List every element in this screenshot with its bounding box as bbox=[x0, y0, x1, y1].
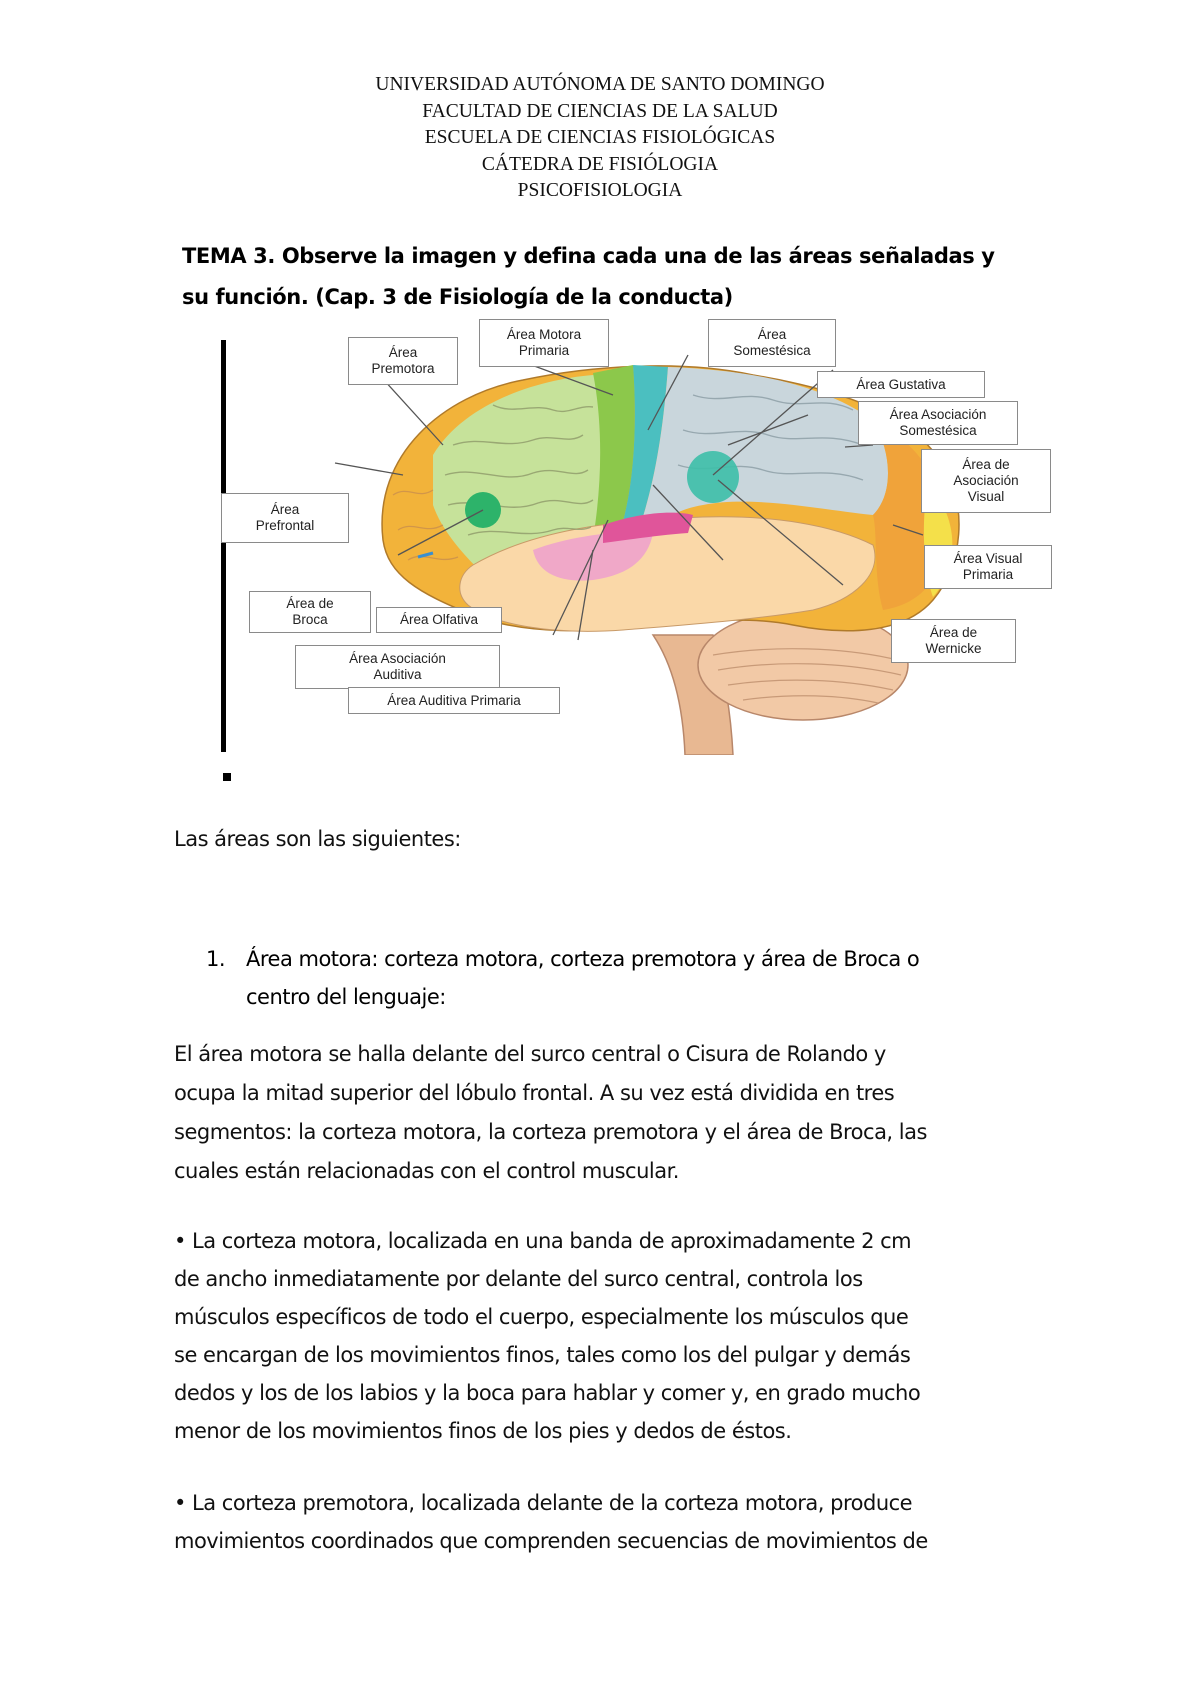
label-visual-primaria: Área Visual Primaria bbox=[924, 545, 1052, 589]
topic-line-1: TEMA 3. Observe la imagen y defina cada una de las áreas señaladas y bbox=[182, 244, 995, 268]
label-asociacion-somestesica: Área Asociación Somestésica bbox=[858, 401, 1018, 445]
label-prefrontal: Área Prefrontal bbox=[221, 493, 349, 543]
label-asociacion-auditiva: Área Asociación Auditiva bbox=[295, 645, 500, 689]
chair-name: CÁTEDRA DE FISIÓLOGIA bbox=[481, 153, 719, 175]
label-olfativa: Área Olfativa bbox=[376, 607, 502, 633]
topic-heading bbox=[182, 236, 1062, 318]
paragraph-3: • La corteza premotora, localizada delante de la corteza motora, produce movimientos coordinados que comprenden secuencias de movimientos de bbox=[174, 1491, 928, 1553]
bullet-marker bbox=[223, 773, 231, 781]
label-motora-primaria: Área Motora Primaria bbox=[479, 319, 609, 367]
label-premotora: Área Premotora bbox=[348, 337, 458, 385]
school-name: ESCUELA DE CIENCIAS FISIOLÓGICAS bbox=[424, 127, 776, 148]
brain-diagram bbox=[233, 327, 1053, 755]
label-broca: Área de Broca bbox=[249, 591, 371, 633]
course-name: PSICOFISIOLOGIA bbox=[517, 180, 683, 201]
paragraph-2: • La corteza motora, localizada en una banda de aproximadamente 2 cm de ancho inmediatamente por delante del surco central, controla los músculos específicos de todo el cuerpo, especialmente los músculos que se encargan de los movimientos finos, tales como los del pulgar y demás dedos y los de los labios y la boca para hablar y comer y, en grado mucho menor de los movimientos finos de los pies y dedos de éstos. bbox=[174, 1229, 921, 1443]
figure-left-border bbox=[221, 340, 226, 752]
university-name: UNIVERSIDAD AUTÓNOMA DE SANTO DOMINGO bbox=[375, 74, 825, 95]
label-gustativa: Área Gustativa bbox=[817, 371, 985, 398]
document-header bbox=[0, 72, 1200, 205]
label-wernicke: Área de Wernicke bbox=[891, 619, 1016, 663]
topic-line-2: su función. (Cap. 3 de Fisiología de la conducta) bbox=[182, 285, 733, 309]
label-auditiva-primaria: Área Auditiva Primaria bbox=[348, 687, 560, 714]
faculty-name: FACULTAD DE CIENCIAS DE LA SALUD bbox=[422, 100, 778, 122]
label-asociacion-visual: Área de Asociación Visual bbox=[921, 449, 1051, 513]
list-item-text: Área motora: corteza motora, corteza premotora y área de Broca o centro del lenguaje: bbox=[246, 947, 920, 1009]
intro-text: Las áreas son las siguientes: bbox=[174, 827, 461, 851]
label-somestesica: Área Somestésica bbox=[708, 319, 836, 367]
paragraph-1: El área motora se halla delante del surco central o Cisura de Rolando y ocupa la mitad superior del lóbulo frontal. A su vez está dividida en tres segmentos: la corteza motora, la corteza premotora y el área de Broca, las cuales están relacionadas con el control muscular. bbox=[174, 1042, 927, 1183]
list-number: 1. bbox=[206, 947, 226, 971]
